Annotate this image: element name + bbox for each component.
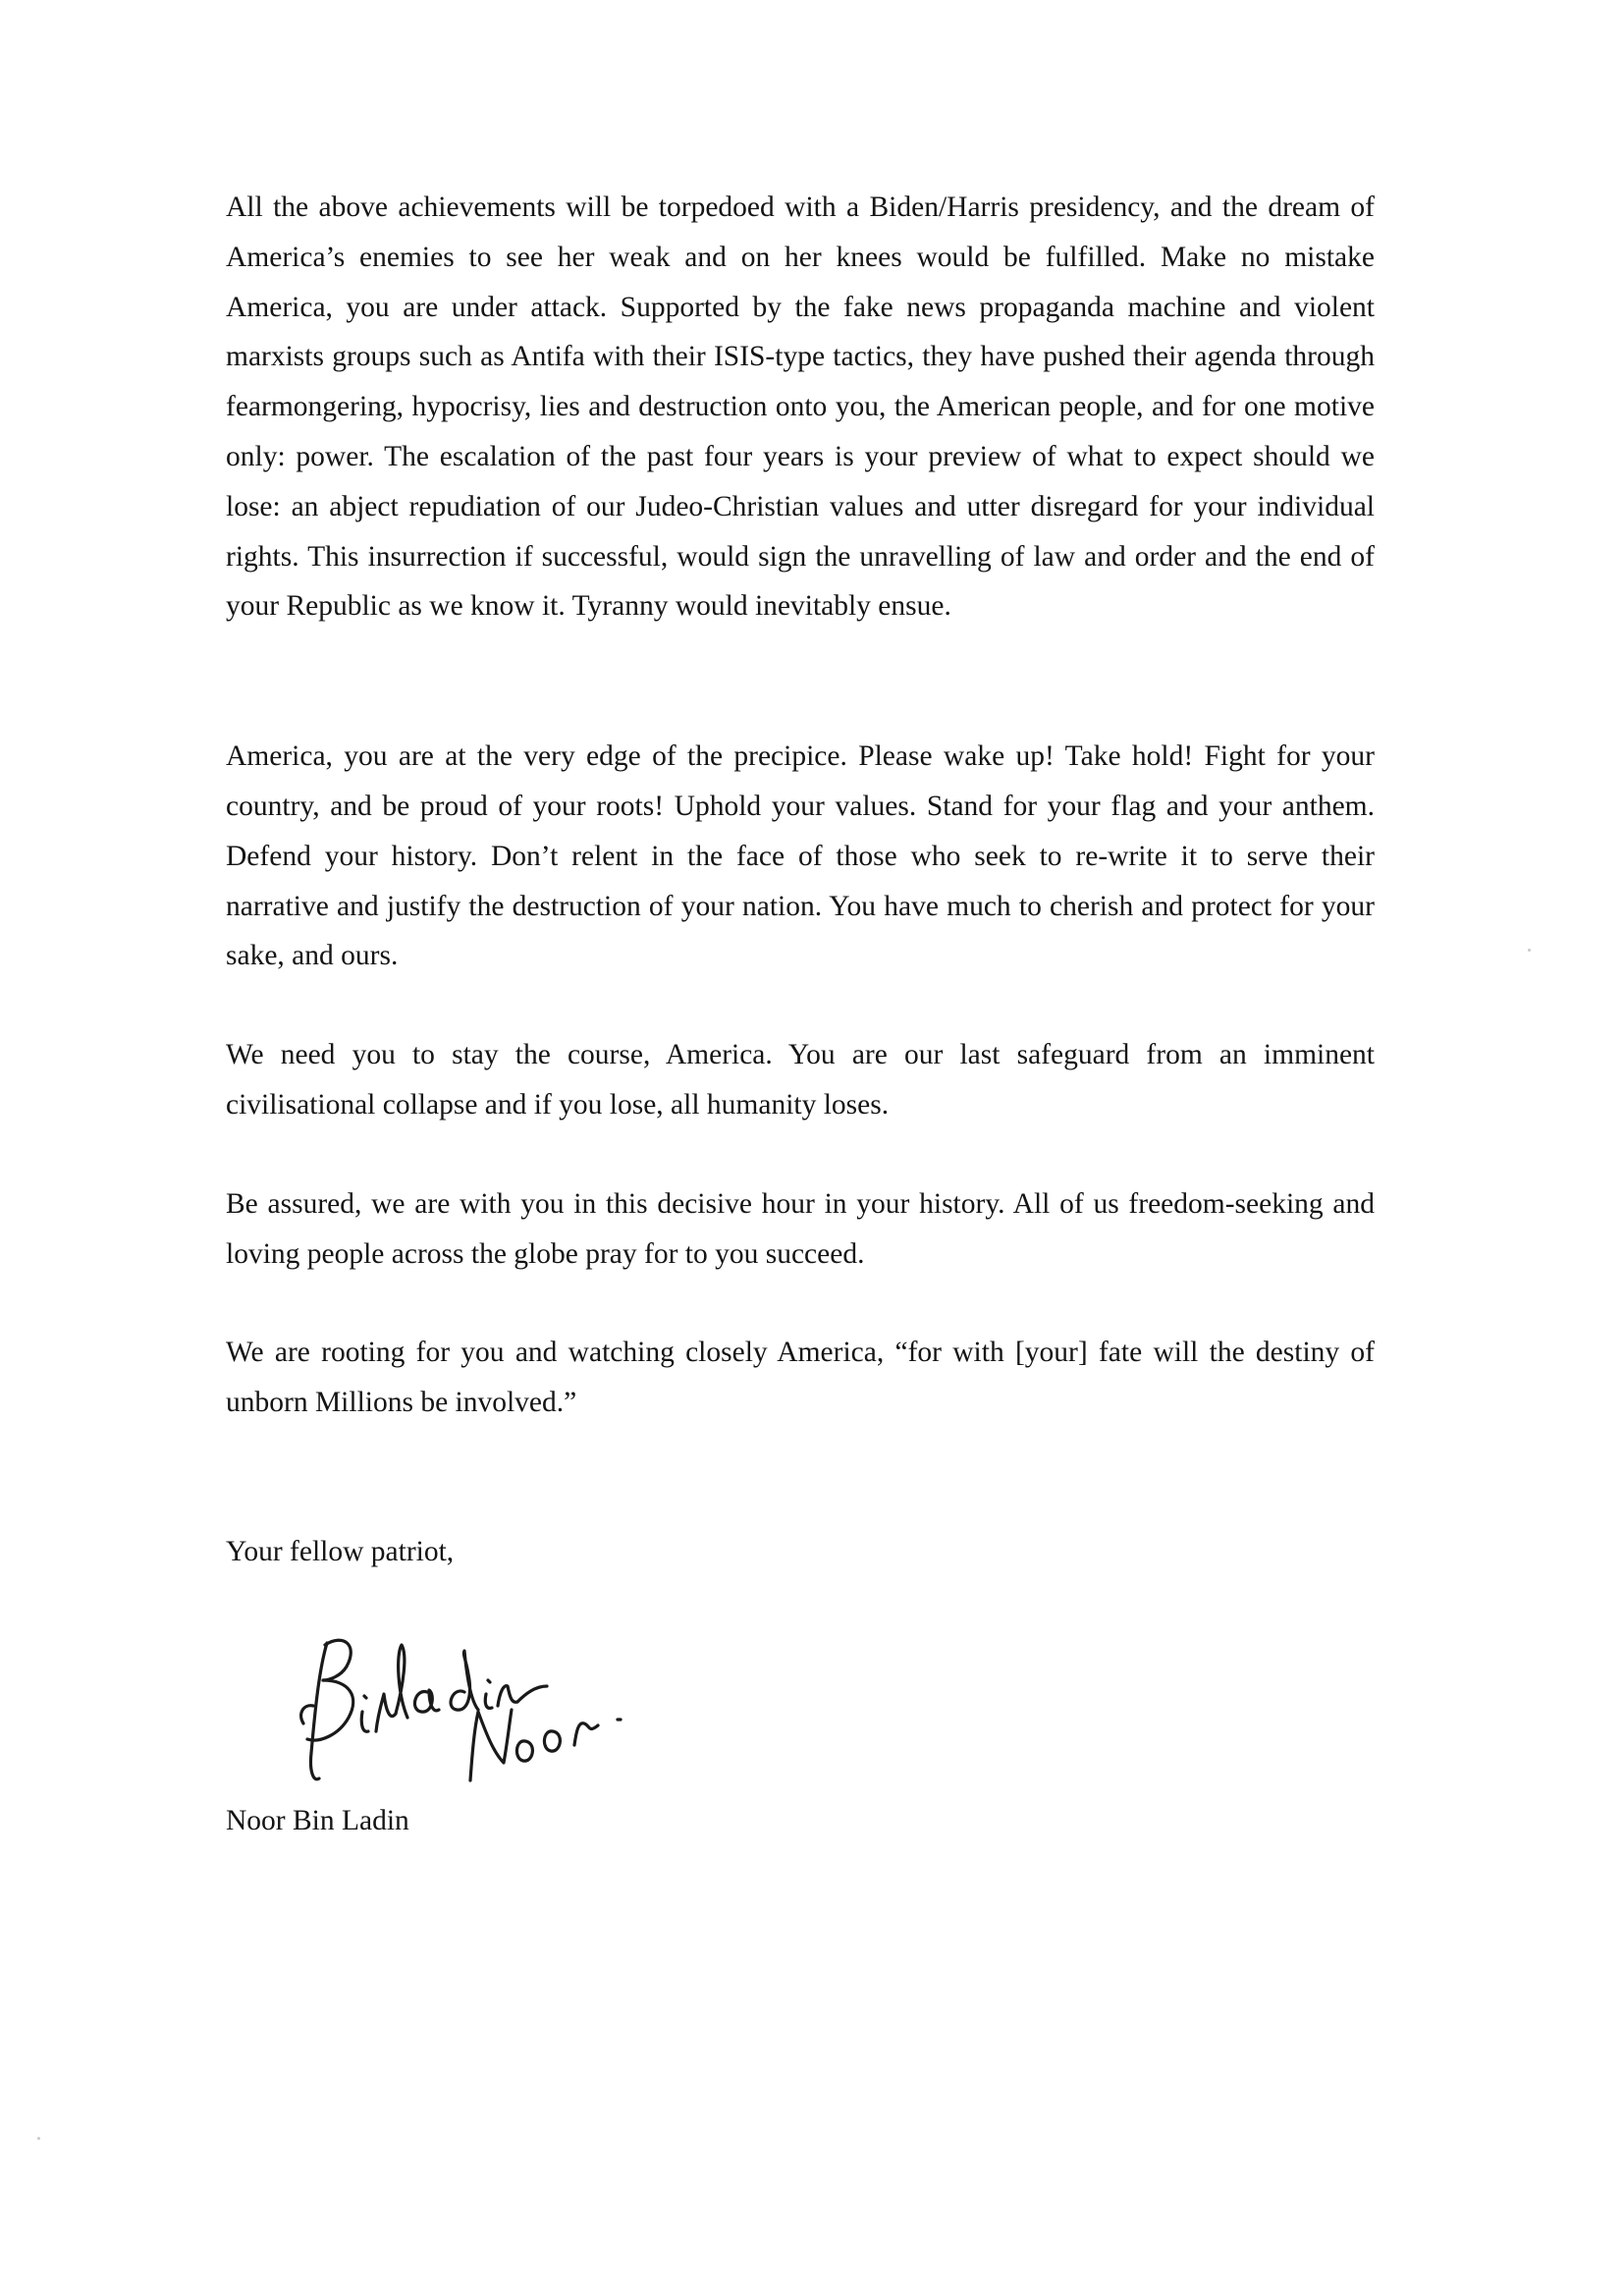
handwritten-signature [290, 1615, 663, 1787]
paper-speck [1528, 949, 1531, 952]
paragraph-be-assured: Be assured, we are with you in this decisive hour in your history. All of us freedom-seeking and loving people across the globe pray for to you succeed. [226, 1187, 1375, 1270]
letter-body [226, 183, 1375, 1577]
signer-name: Noor Bin Ladin [226, 1805, 409, 1836]
paragraph-stay-the-course: We need you to stay the course, America. You are our last safeguard from an imminent civilisational collapse and if you lose, all humanity loses. [226, 1039, 1375, 1121]
paragraph-achievements: All the above achievements will be torpedoed with a Biden/Harris presidency, and the dream of America’s enemies to see her weak and on her knees would be fulfilled. Make no mistake America, you are under attack. Supported by the fake news propaganda machine and violent marxists groups such as Antifa with their ISIS-type tactics, they have pushed their agenda through fearmongering, hypocrisy, lies and destruction onto you, the American people, and for one motive only: power. The escalation of the past four years is your preview of what to expect should we lose: an abject repudiation of our Judeo-Christian values and utter disregard for your individual rights. This insurrection if successful, would sign the unravelling of law and order and the end of your Republic as we know it. Tyranny would inevitably ensue. [226, 191, 1375, 623]
paragraph-precipice: America, you are at the very edge of the precipice. Please wake up! Take hold! Fight for your country, and be proud of your roots! Uphold your values. Stand for your flag and your anthem. Defend your history. Don’t relent in the face of those who seek to re-write it to serve their narrative and justify the destruction of your nation. You have much to cherish and protect for your sake, and ours. [226, 740, 1375, 972]
paragraph-rooting-for-you: We are rooting for you and watching closely America, “for with [your] fate will the destiny of unborn Millions be involved.” [226, 1337, 1375, 1419]
paper-speck [37, 2137, 40, 2140]
closing-salutation: Your fellow patriot, [226, 1535, 455, 1567]
